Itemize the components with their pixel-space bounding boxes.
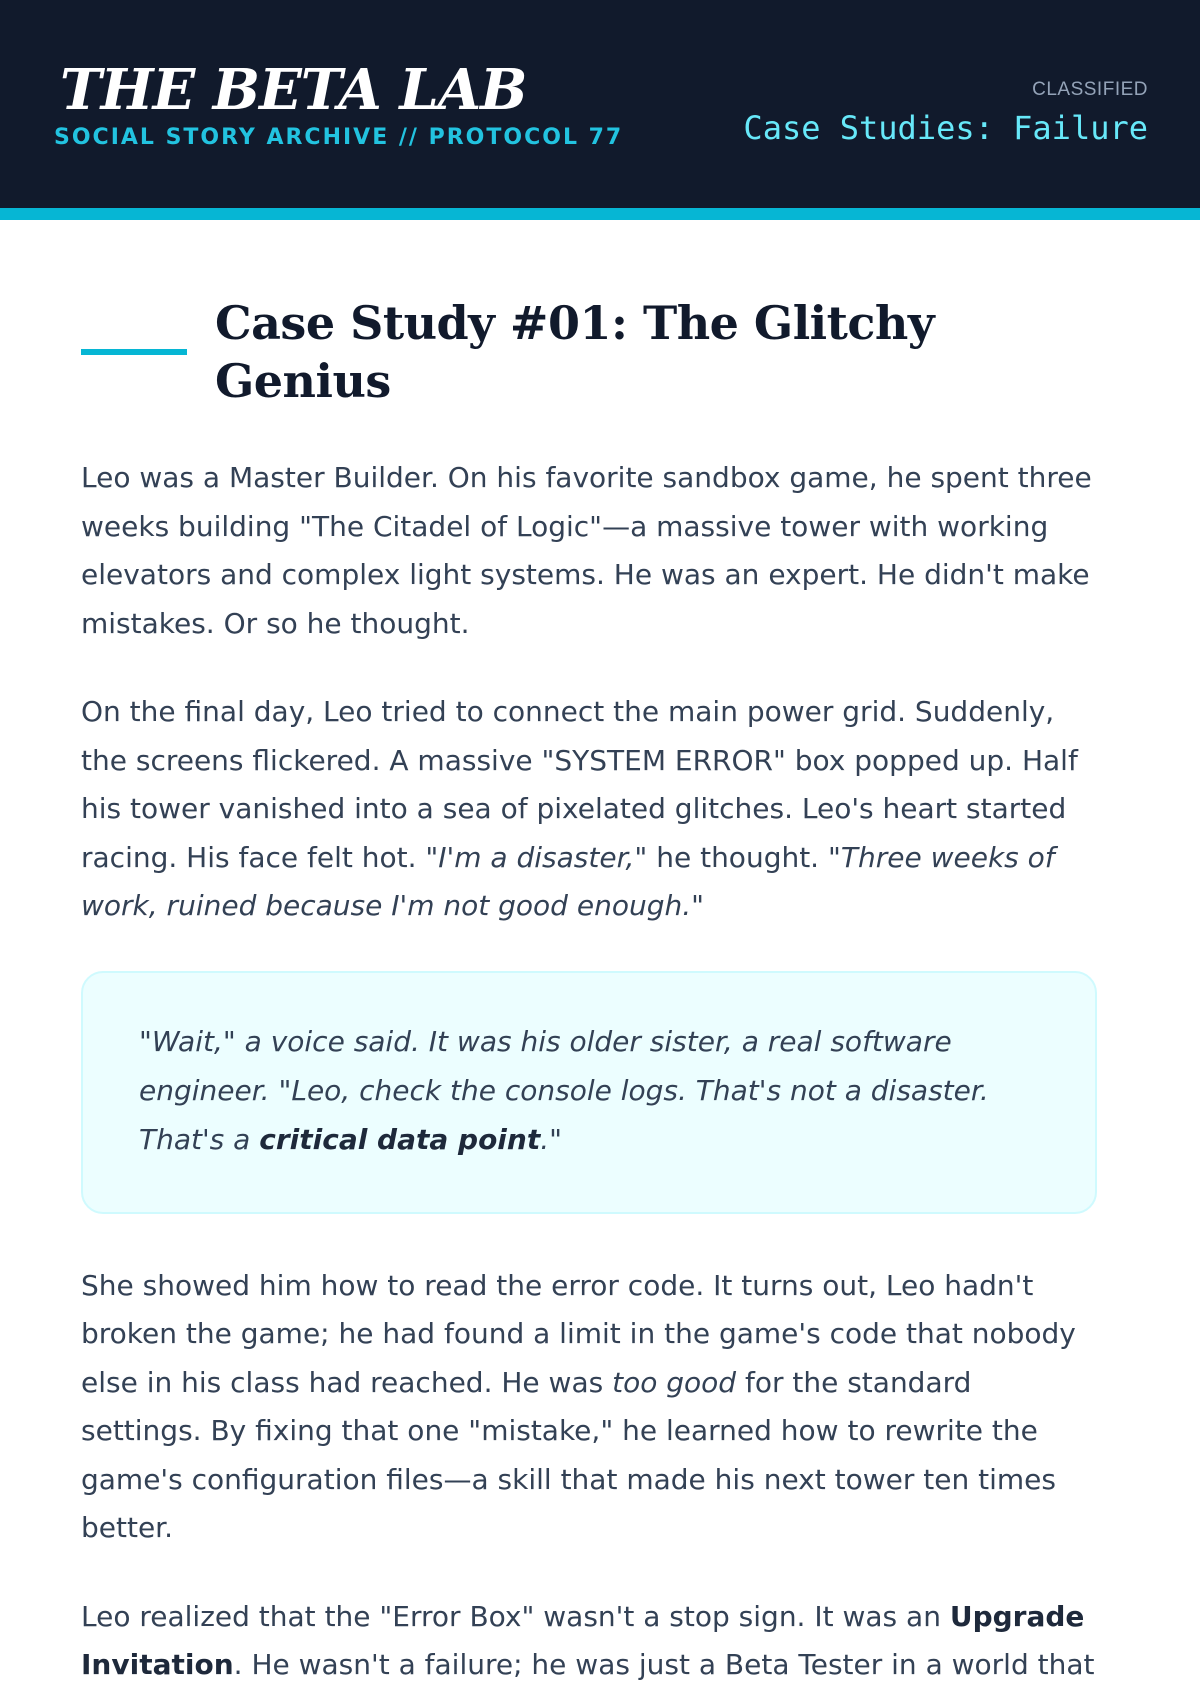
header-meta bbox=[743, 78, 1148, 148]
callout-quote-end: ." bbox=[540, 1122, 562, 1156]
paragraph-4-emphasis: Upgrade Invitation bbox=[81, 1599, 1085, 1681]
callout-quote-emphasis: critical data point bbox=[259, 1122, 541, 1156]
section-name: Case Studies: Failure bbox=[743, 109, 1148, 147]
paragraph-3-text: She showed him how to read the error code. It turns out, Leo hadn't broken the game; he had found a limit in the game's code that nobody else in his class had reached. He was bbox=[81, 1268, 1076, 1399]
article-heading: Case Study #01: The Glitchy Genius bbox=[215, 296, 935, 408]
paragraph-4-text: Leo realized that the "Error Box" wasn't a stop sign. It was an bbox=[81, 1599, 950, 1633]
paragraph-2-thought-1: "I'm a disaster," bbox=[425, 840, 648, 874]
paragraph-2-text: On the final day, Leo tried to connect the main power grid. Suddenly, the screens flickered. A massive "SYSTEM ERROR" box popped up. Half his tower vanished into a sea of pixelated glitches. Leo's heart started racing. His face felt hot. bbox=[81, 695, 1078, 874]
heading-row bbox=[81, 294, 1097, 410]
paragraph-4-text-end: . He wasn't a failure; he was just a Beta Tester in a world that bbox=[233, 1648, 1095, 1681]
callout-quote bbox=[139, 1017, 1039, 1164]
classified-label: CLASSIFIED bbox=[1032, 79, 1148, 100]
site-title: THE BETA LAB bbox=[60, 57, 527, 123]
paragraph-3-text-end: for the standard settings. By fixing that one "mistake," he learned how to rewrite the game's configuration files—a skill that made his next tower ten times better. bbox=[81, 1365, 1056, 1544]
heading-accent-rule bbox=[81, 349, 187, 355]
paragraph-4 bbox=[81, 1593, 1097, 1690]
site-subtitle: SOCIAL STORY ARCHIVE // PROTOCOL 77 bbox=[54, 125, 624, 150]
paragraph-3 bbox=[81, 1262, 1097, 1553]
callout-quote-text: "Wait," a voice said. It was his older sister, a real software engineer. "Leo, check the console logs. That's not a disaster. That's a bbox=[139, 1024, 989, 1156]
paragraph-2-text-b: he thought. bbox=[647, 840, 828, 874]
callout-quote-box bbox=[81, 971, 1097, 1214]
paragraph-3-emphasis: too good bbox=[612, 1365, 737, 1399]
paragraph-1: Leo was a Master Builder. On his favorite sandbox game, he spent three weeks building "The Citadel of Logic"—a massive tower with working elevators and complex light systems. He was an expert. He didn't make mistakes. Or so he thought. bbox=[81, 461, 1092, 640]
article-content bbox=[0, 294, 1200, 1690]
paragraph-2-thought-2: "Three weeks of work, ruined because I'm not good enough." bbox=[81, 840, 1055, 922]
paragraph-2 bbox=[81, 688, 1097, 931]
site-header bbox=[0, 0, 1200, 220]
brand-block bbox=[54, 57, 624, 152]
